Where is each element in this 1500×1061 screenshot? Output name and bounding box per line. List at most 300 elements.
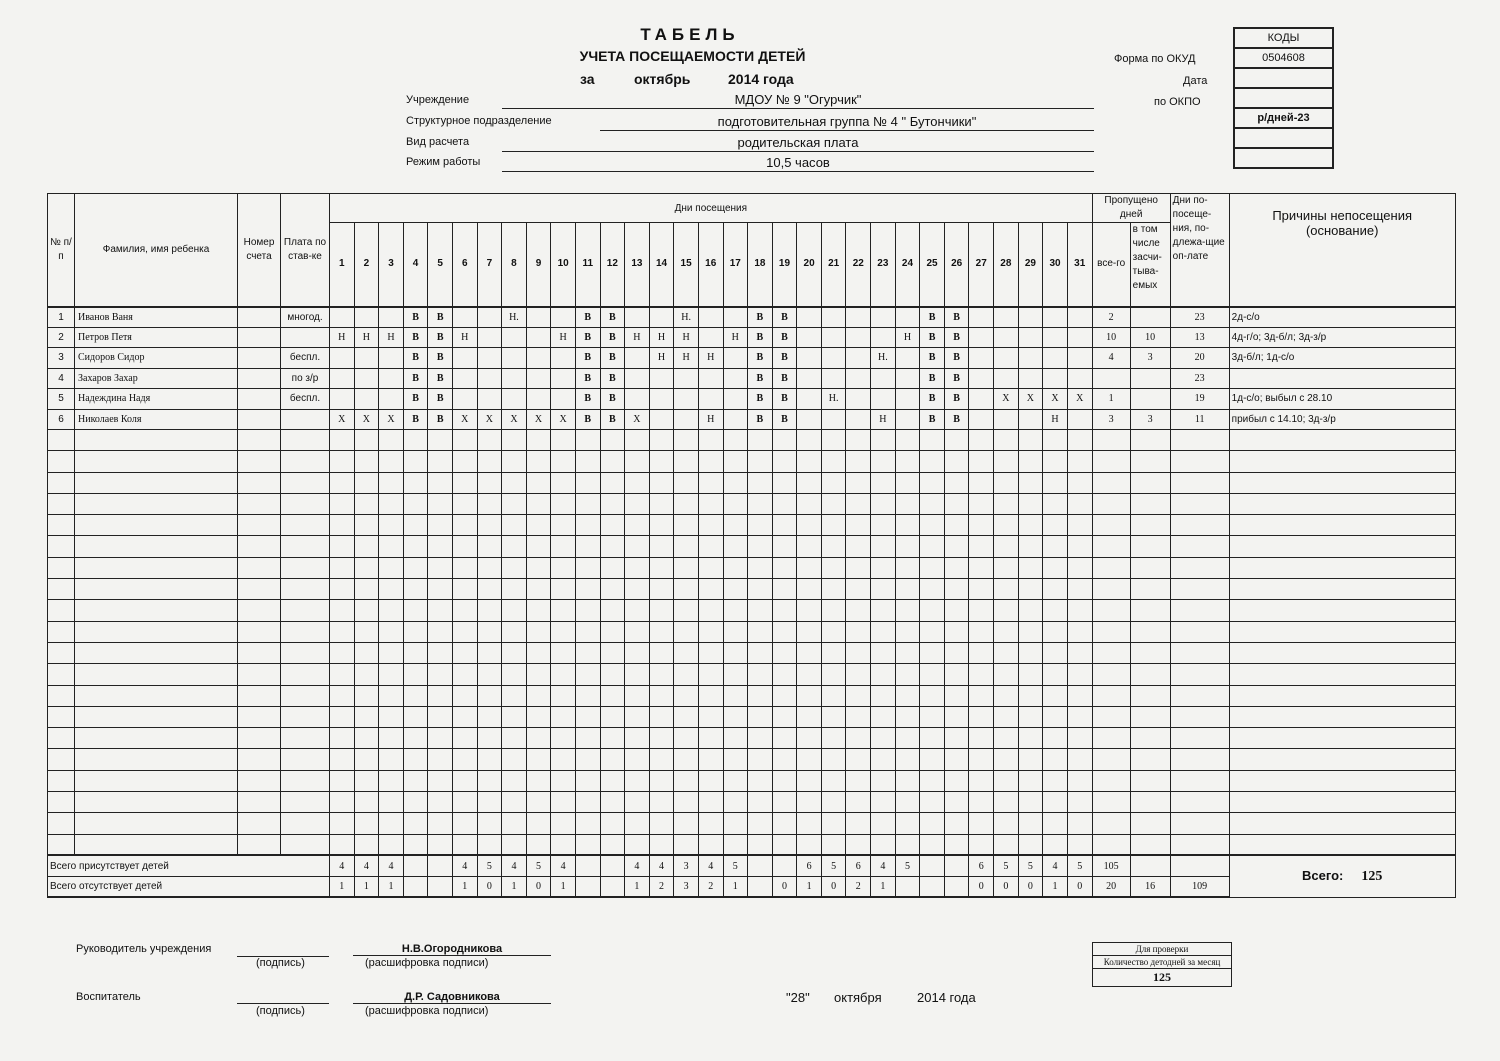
attendance-mark: Н [625, 327, 650, 348]
empty-cell [403, 600, 428, 621]
empty-cell [238, 536, 281, 557]
empty-cell [625, 728, 650, 749]
empty-cell [379, 536, 404, 557]
attendance-mark: Н [698, 348, 723, 369]
empty-cell [1067, 493, 1092, 514]
attendance-mark [846, 409, 871, 430]
present-count: 6 [797, 855, 822, 876]
absent-count [920, 876, 945, 897]
empty-cell [477, 706, 502, 727]
attendance-mark [330, 307, 355, 328]
empty-cell [330, 579, 355, 600]
empty-cell [649, 813, 674, 834]
empty-cell [772, 621, 797, 642]
empty-cell [1170, 642, 1229, 663]
attendance-mark [1043, 307, 1068, 328]
empty-cell [477, 515, 502, 536]
empty-cell [649, 621, 674, 642]
empty-row [48, 770, 1456, 791]
empty-cell [625, 749, 650, 770]
empty-cell [379, 664, 404, 685]
attendance-mark [526, 389, 551, 410]
empty-cell [428, 579, 453, 600]
empty-cell [354, 834, 379, 855]
empty-cell [748, 770, 773, 791]
empty-cell [575, 706, 600, 727]
empty-cell [625, 813, 650, 834]
attendance-mark: Х [502, 409, 527, 430]
empty-cell [1018, 792, 1043, 813]
empty-cell [330, 621, 355, 642]
empty-cell [772, 770, 797, 791]
empty-cell [330, 493, 355, 514]
empty-cell [1067, 664, 1092, 685]
days-code: р/дней-23 [1234, 108, 1333, 128]
empty-cell [452, 728, 477, 749]
empty-cell [600, 472, 625, 493]
mode-value: 10,5 часов [502, 155, 1094, 172]
empty-cell [649, 664, 674, 685]
child-name: Сидоров Сидор [75, 348, 238, 369]
empty-cell [920, 664, 945, 685]
attendance-mark [551, 389, 576, 410]
empty-cell [1170, 536, 1229, 557]
attendance-mark [1018, 348, 1043, 369]
empty-cell [502, 451, 527, 472]
empty-cell [944, 579, 969, 600]
empty-row [48, 579, 1456, 600]
absent-count: 0 [1067, 876, 1092, 897]
empty-cell [354, 621, 379, 642]
empty-cell [238, 813, 281, 834]
empty-cell [969, 706, 994, 727]
empty-cell [502, 834, 527, 855]
empty-cell [772, 728, 797, 749]
empty-cell [238, 579, 281, 600]
attendance-mark: В [575, 348, 600, 369]
attendance-mark [797, 368, 822, 389]
empty-cell [723, 621, 748, 642]
empty-cell [846, 706, 871, 727]
paid-days: 23 [1170, 307, 1229, 328]
empty-cell [1092, 728, 1130, 749]
empty-cell [354, 706, 379, 727]
absent-count [748, 876, 773, 897]
empty-cell [723, 728, 748, 749]
empty-cell [354, 792, 379, 813]
empty-cell [649, 685, 674, 706]
empty-cell [698, 792, 723, 813]
empty-cell [75, 813, 238, 834]
empty-cell [526, 493, 551, 514]
empty-row [48, 557, 1456, 578]
empty-cell [1092, 792, 1130, 813]
absent-missed: 20 [1092, 876, 1130, 897]
empty-cell [428, 642, 453, 663]
empty-cell [330, 770, 355, 791]
empty-cell [1043, 749, 1068, 770]
empty-cell [1043, 770, 1068, 791]
day-header: 1 [330, 223, 355, 307]
period-month: октябрь [634, 71, 691, 87]
empty-cell [797, 664, 822, 685]
present-count: 5 [723, 855, 748, 876]
attendance-mark: В [772, 409, 797, 430]
empty-cell [48, 706, 75, 727]
empty-cell [674, 642, 699, 663]
empty-cell [502, 813, 527, 834]
empty-cell [1067, 430, 1092, 451]
empty-cell [994, 515, 1019, 536]
attendance-mark: Х [1018, 389, 1043, 410]
attendance-mark [330, 348, 355, 369]
empty-cell [1043, 664, 1068, 685]
empty-cell [748, 621, 773, 642]
attendance-mark: Н [649, 327, 674, 348]
empty-cell [969, 600, 994, 621]
empty-cell [895, 472, 920, 493]
empty-cell [403, 770, 428, 791]
empty-cell [526, 642, 551, 663]
empty-cell [551, 813, 576, 834]
empty-cell [723, 834, 748, 855]
empty-cell [920, 600, 945, 621]
empty-cell [821, 515, 846, 536]
empty-cell [575, 792, 600, 813]
empty-cell [428, 664, 453, 685]
empty-cell [821, 770, 846, 791]
empty-cell [379, 451, 404, 472]
empty-cell [1043, 451, 1068, 472]
absent-paid: 109 [1170, 876, 1229, 897]
present-count: 5 [821, 855, 846, 876]
empty-cell [238, 430, 281, 451]
empty-cell [428, 728, 453, 749]
attendance-mark: В [748, 307, 773, 328]
empty-cell [1130, 792, 1170, 813]
attendance-mark [994, 348, 1019, 369]
col-missed-header: Пропущено дней [1092, 194, 1170, 223]
empty-cell [698, 813, 723, 834]
attendance-mark [846, 327, 871, 348]
present-label: Всего присутствует детей [48, 855, 330, 876]
attendance-mark: В [428, 327, 453, 348]
attendance-mark [871, 307, 896, 328]
document-subtitle: УЧЕТА ПОСЕЩАЕМОСТИ ДЕТЕЙ [579, 48, 806, 64]
empty-cell [452, 749, 477, 770]
missed-counted [1130, 307, 1170, 328]
empty-cell [698, 536, 723, 557]
empty-cell [871, 451, 896, 472]
empty-cell [674, 728, 699, 749]
empty-cell [600, 642, 625, 663]
present-count: 4 [698, 855, 723, 876]
empty-cell [748, 430, 773, 451]
absent-count: 3 [674, 876, 699, 897]
attendance-mark [477, 348, 502, 369]
empty-cell [1170, 557, 1229, 578]
empty-cell [48, 792, 75, 813]
empty-cell [871, 557, 896, 578]
empty-cell [895, 557, 920, 578]
paid-days: 11 [1170, 409, 1229, 430]
present-count [748, 855, 773, 876]
empty-cell [354, 579, 379, 600]
day-header: 31 [1067, 223, 1092, 307]
row-number: 6 [48, 409, 75, 430]
empty-cell [871, 706, 896, 727]
empty-cell [920, 515, 945, 536]
attendance-mark [969, 307, 994, 328]
attendance-mark: В [748, 327, 773, 348]
empty-cell [846, 728, 871, 749]
child-name: Захаров Захар [75, 368, 238, 389]
empty-cell [723, 664, 748, 685]
attendance-mark: В [428, 348, 453, 369]
empty-cell [1043, 685, 1068, 706]
child-name: Петров Петя [75, 327, 238, 348]
empty-cell [698, 515, 723, 536]
empty-cell [625, 834, 650, 855]
empty-cell [895, 749, 920, 770]
empty-cell [772, 579, 797, 600]
attendance-mark [1067, 348, 1092, 369]
empty-cell [625, 664, 650, 685]
empty-cell [379, 749, 404, 770]
empty-cell [75, 536, 238, 557]
empty-cell [895, 792, 920, 813]
empty-cell [477, 493, 502, 514]
empty-cell [723, 557, 748, 578]
row-number: 5 [48, 389, 75, 410]
attendance-mark [698, 307, 723, 328]
attendance-mark [723, 307, 748, 328]
empty-cell [1018, 515, 1043, 536]
day-header: 7 [477, 223, 502, 307]
empty-cell [48, 493, 75, 514]
attendance-mark [1067, 368, 1092, 389]
present-count: 5 [477, 855, 502, 876]
empty-cell [428, 706, 453, 727]
empty-cell [797, 430, 822, 451]
empty-cell [772, 451, 797, 472]
empty-cell [920, 621, 945, 642]
absent-count: 0 [526, 876, 551, 897]
empty-cell [48, 728, 75, 749]
attendance-mark [379, 307, 404, 328]
rate-type: многод. [281, 307, 330, 328]
empty-cell [502, 664, 527, 685]
attendance-mark [895, 389, 920, 410]
attendance-mark: Н. [502, 307, 527, 328]
attendance-mark: В [403, 409, 428, 430]
empty-cell [920, 557, 945, 578]
empty-cell [428, 792, 453, 813]
empty-cell [895, 515, 920, 536]
empty-cell [1130, 834, 1170, 855]
absent-count: 1 [871, 876, 896, 897]
attendance-mark [526, 348, 551, 369]
empty-cell [723, 813, 748, 834]
attendance-mark [330, 368, 355, 389]
empty-cell [674, 451, 699, 472]
head-label: Руководитель учреждения [76, 943, 212, 955]
empty-cell [551, 430, 576, 451]
empty-cell [748, 706, 773, 727]
empty-cell [1043, 515, 1068, 536]
empty-cell [575, 451, 600, 472]
empty-cell [575, 749, 600, 770]
empty-cell [48, 642, 75, 663]
attendance-mark [846, 368, 871, 389]
missed-total: 4 [1092, 348, 1130, 369]
empty-cell [944, 600, 969, 621]
present-count [403, 855, 428, 876]
attendance-mark [625, 389, 650, 410]
empty-cell [846, 621, 871, 642]
attendance-mark [551, 307, 576, 328]
empty-cell [698, 728, 723, 749]
empty-cell [600, 728, 625, 749]
empty-cell [846, 515, 871, 536]
empty-cell [723, 536, 748, 557]
empty-cell [674, 579, 699, 600]
empty-cell [723, 749, 748, 770]
codes-table [1233, 27, 1334, 169]
empty-cell [895, 813, 920, 834]
attendance-mark: Х [551, 409, 576, 430]
empty-cell [944, 536, 969, 557]
empty-cell [428, 749, 453, 770]
empty-cell [625, 430, 650, 451]
empty-cell [649, 600, 674, 621]
empty-cell [797, 813, 822, 834]
empty-cell [330, 813, 355, 834]
empty-cell [477, 749, 502, 770]
day-header: 8 [502, 223, 527, 307]
empty-cell [797, 579, 822, 600]
attendance-mark: Н. [821, 389, 846, 410]
empty-cell [994, 813, 1019, 834]
empty-cell [772, 685, 797, 706]
empty-cell [846, 451, 871, 472]
empty-cell [1130, 472, 1170, 493]
empty-cell [895, 621, 920, 642]
empty-cell [477, 685, 502, 706]
okud-label: Форма по ОКУД [1114, 53, 1196, 65]
empty-cell [846, 770, 871, 791]
empty-cell [452, 664, 477, 685]
empty-cell [944, 472, 969, 493]
empty-cell [452, 536, 477, 557]
absent-count: 1 [797, 876, 822, 897]
attendance-mark: В [748, 389, 773, 410]
empty-cell [1043, 600, 1068, 621]
empty-cell [1067, 749, 1092, 770]
empty-cell [994, 430, 1019, 451]
empty-cell [846, 749, 871, 770]
col-name-header: Фамилия, имя ребенка [75, 194, 238, 307]
empty-cell [428, 515, 453, 536]
empty-row [48, 664, 1456, 685]
empty-cell [698, 472, 723, 493]
empty-cell [403, 685, 428, 706]
empty-cell [502, 472, 527, 493]
empty-cell [575, 579, 600, 600]
empty-cell [502, 728, 527, 749]
day-header: 29 [1018, 223, 1043, 307]
mode-label: Режим работы [406, 156, 481, 168]
day-header: 9 [526, 223, 551, 307]
empty-cell [969, 557, 994, 578]
empty-row [48, 515, 1456, 536]
empty-cell [600, 685, 625, 706]
empty-cell [452, 579, 477, 600]
empty-cell [969, 792, 994, 813]
empty-cell [821, 685, 846, 706]
empty-cell [281, 728, 330, 749]
empty-cell [723, 579, 748, 600]
empty-cell [649, 536, 674, 557]
absent-count: 0 [772, 876, 797, 897]
empty-cell [477, 621, 502, 642]
okpo-label: по ОКПО [1154, 96, 1201, 108]
attendance-mark: В [944, 327, 969, 348]
empty-cell [1067, 557, 1092, 578]
present-count [428, 855, 453, 876]
attendance-mark: В [403, 307, 428, 328]
empty-cell [969, 579, 994, 600]
empty-cell [1170, 770, 1229, 791]
empty-cell [477, 579, 502, 600]
empty-cell [1130, 493, 1170, 514]
empty-cell [354, 472, 379, 493]
attendance-mark [354, 307, 379, 328]
empty-cell [281, 664, 330, 685]
attendance-mark [895, 348, 920, 369]
empty-cell [1043, 557, 1068, 578]
present-count: 4 [551, 855, 576, 876]
empty-cell [944, 813, 969, 834]
check-box [1092, 942, 1232, 987]
empty-cell [1130, 664, 1170, 685]
empty-cell [846, 685, 871, 706]
empty-cell [403, 430, 428, 451]
present-count [575, 855, 600, 876]
empty-cell [48, 813, 75, 834]
absent-count: 1 [354, 876, 379, 897]
empty-cell [428, 834, 453, 855]
empty-cell [600, 749, 625, 770]
empty-cell [994, 557, 1019, 578]
empty-cell [526, 451, 551, 472]
document-title: ТАБЕЛЬ [640, 25, 740, 44]
empty-cell [1229, 451, 1455, 472]
empty-cell [944, 642, 969, 663]
empty-cell [1170, 493, 1229, 514]
empty-cell [379, 557, 404, 578]
empty-cell [625, 621, 650, 642]
empty-cell [75, 749, 238, 770]
empty-cell [649, 493, 674, 514]
empty-cell [48, 664, 75, 685]
absent-count: 2 [846, 876, 871, 897]
empty-cell [772, 515, 797, 536]
attendance-mark [551, 348, 576, 369]
row-number: 4 [48, 368, 75, 389]
empty-cell [1092, 770, 1130, 791]
empty-cell [403, 536, 428, 557]
